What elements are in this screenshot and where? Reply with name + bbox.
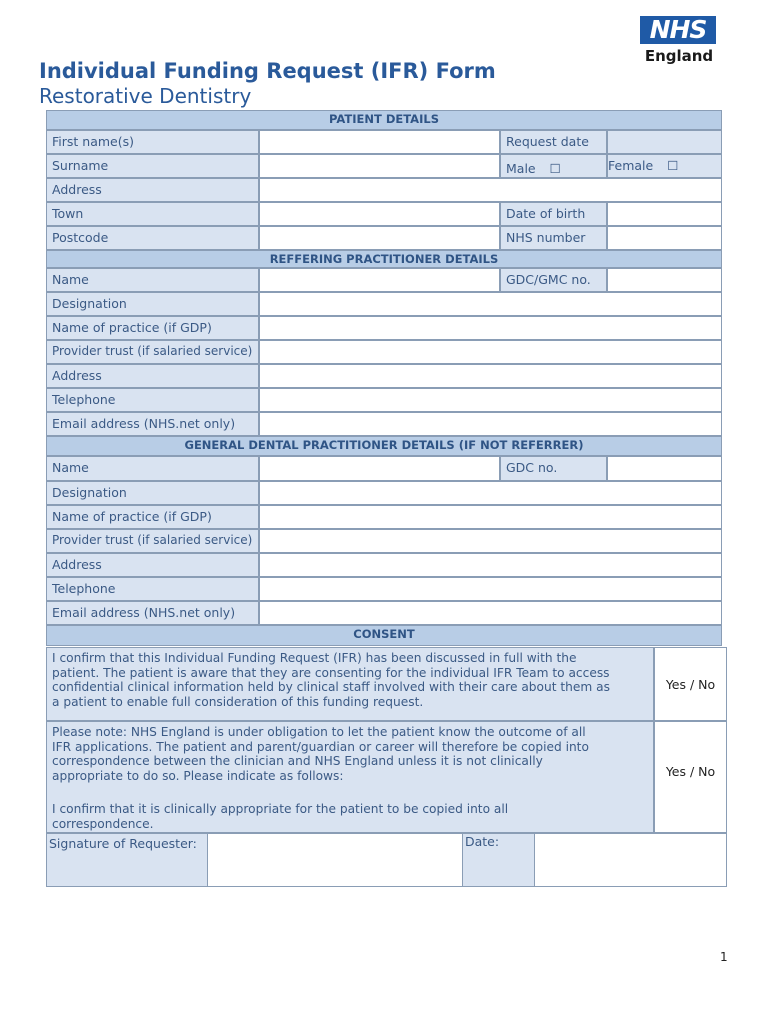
postcode-label: Postcode: [46, 226, 259, 250]
consent-3-line: I confirm that it is clinically appropriate for the patient to be copied into all: [52, 802, 509, 816]
consent-heading: CONSENT: [46, 625, 722, 646]
referrer-practice-input[interactable]: [259, 316, 722, 340]
date-label: Date:: [462, 833, 535, 887]
town-label: Town: [46, 202, 259, 226]
consent-2-line: Please note: NHS England is under obligation to let the patient know the outcome of all: [52, 725, 586, 739]
gdp-heading: GENERAL DENTAL PRACTITIONER DETAILS (IF NOT REFERRER): [46, 436, 722, 456]
patient-row-address: [46, 178, 722, 202]
dob-input[interactable]: [607, 202, 722, 226]
gdc-gmc-label: GDC/GMC no.: [500, 268, 607, 292]
patient-address-input[interactable]: [259, 178, 722, 202]
patient-row-town: [46, 202, 722, 226]
page-number: 1: [720, 950, 728, 964]
gdp-address-input[interactable]: [259, 553, 722, 577]
gdp-row-designation: [46, 481, 722, 505]
referrer-row-address: [46, 364, 722, 388]
consent-2-line: appropriate to do so. Please indicate as follows:: [52, 768, 344, 783]
male-label: Male: [506, 161, 536, 176]
form-title: Individual Funding Request (IFR) Form: [39, 59, 496, 83]
gdp-row-name: [46, 456, 722, 481]
surname-input[interactable]: [259, 154, 500, 178]
referrer-row-trust: [46, 340, 722, 364]
female-option[interactable]: [607, 154, 722, 178]
referrer-name-input[interactable]: [259, 268, 500, 292]
gdp-name-input[interactable]: [259, 456, 500, 481]
town-input[interactable]: [259, 202, 500, 226]
consent-1-line: a patient to enable full consideration of this funding request.: [52, 694, 424, 709]
gdp-designation-input[interactable]: [259, 481, 722, 505]
male-option[interactable]: [500, 154, 607, 178]
gdp-row-telephone: [46, 577, 722, 601]
referrer-email-input[interactable]: [259, 412, 722, 436]
surname-label: Surname: [46, 154, 259, 178]
dob-label: Date of birth: [500, 202, 607, 226]
gdp-address-label: Address: [46, 553, 259, 577]
form-grid: [46, 110, 722, 646]
request-date-label: Request date: [500, 130, 607, 154]
nhs-number-input[interactable]: [607, 226, 722, 250]
patient-address-label: Address: [46, 178, 259, 202]
consent-1-line: I confirm that this Individual Funding Request (IFR) has been discussed in full with the: [52, 651, 577, 665]
gdp-practice-input[interactable]: [259, 505, 722, 529]
referrer-email-label: Email address (NHS.net only): [46, 412, 259, 436]
signature-input[interactable]: [207, 833, 463, 887]
nhs-logo-sub: England: [644, 47, 714, 65]
postcode-input[interactable]: [259, 226, 500, 250]
referrer-row-email: [46, 412, 722, 436]
female-checkbox[interactable]: ☐: [667, 158, 679, 173]
gdp-practice-label: Name of practice (if GDP): [46, 505, 259, 529]
gdp-header-row: [46, 436, 722, 456]
signature-label: Signature of Requester:: [46, 833, 208, 887]
referrer-trust-input[interactable]: [259, 340, 722, 364]
referrer-practice-label: Name of practice (if GDP): [46, 316, 259, 340]
patient-details-heading: PATIENT DETAILS: [46, 110, 722, 130]
gdp-name-label: Name: [46, 456, 259, 481]
request-date-input[interactable]: [607, 130, 722, 154]
referrer-designation-label: Designation: [46, 292, 259, 316]
consent-1-line: confidential clinical information held by clinical staff involved with their care about them as: [52, 680, 610, 694]
gdp-row-trust: [46, 529, 722, 553]
referrer-row-practice: [46, 316, 722, 340]
patient-row-first-name: [46, 130, 722, 154]
gdp-designation-label: Designation: [46, 481, 259, 505]
referrer-telephone-input[interactable]: [259, 388, 722, 412]
referrer-row-telephone: [46, 388, 722, 412]
form-subtitle: Restorative Dentistry: [39, 84, 252, 108]
referrer-header-row: [46, 250, 722, 268]
gdc-gmc-input[interactable]: [607, 268, 722, 292]
referrer-designation-input[interactable]: [259, 292, 722, 316]
consent-header-row: [46, 625, 722, 646]
gdp-telephone-input[interactable]: [259, 577, 722, 601]
nhs-number-label: NHS number: [500, 226, 607, 250]
referrer-trust-label: Provider trust (if salaried service): [46, 340, 259, 364]
consent-yes-no-1[interactable]: Yes / No: [654, 647, 727, 721]
gdp-email-label: Email address (NHS.net only): [46, 601, 259, 625]
male-checkbox[interactable]: ☐: [549, 161, 561, 176]
consent-1-line: patient. The patient is aware that they are consenting for the individual IFR Team to access: [52, 665, 610, 680]
gdp-row-email: [46, 601, 722, 625]
referrer-address-label: Address: [46, 364, 259, 388]
referrer-row-name: [46, 268, 722, 292]
gdp-email-input[interactable]: [259, 601, 722, 625]
first-name-input[interactable]: [259, 130, 500, 154]
nhs-logo-box: NHS: [640, 16, 716, 44]
patient-header-row: [46, 110, 722, 130]
consent-yes-no-2[interactable]: Yes / No: [654, 721, 727, 833]
consent-2-line: correspondence between the clinician and NHS England unless it is not clinically: [52, 754, 543, 768]
gdp-row-address: [46, 553, 722, 577]
gdc-no-input[interactable]: [607, 456, 722, 481]
gdp-telephone-label: Telephone: [46, 577, 259, 601]
referrer-address-input[interactable]: [259, 364, 722, 388]
patient-row-surname: [46, 154, 722, 178]
referrer-row-designation: [46, 292, 722, 316]
consent-2-line: IFR applications. The patient and parent/guardian or career will therefore be copied into: [52, 739, 589, 754]
gdp-trust-input[interactable]: [259, 529, 722, 553]
gdp-row-practice: [46, 505, 722, 529]
referrer-heading: REFFERING PRACTITIONER DETAILS: [46, 250, 722, 268]
gdc-no-label: GDC no.: [500, 456, 607, 481]
female-label: Female: [608, 158, 654, 173]
referrer-telephone-label: Telephone: [46, 388, 259, 412]
gdp-trust-label: Provider trust (if salaried service): [46, 529, 259, 553]
consent-3-line: correspondence.: [52, 816, 154, 831]
consent-statement-1: [46, 647, 654, 721]
date-input[interactable]: [534, 833, 727, 887]
consent-statement-2: [46, 721, 654, 833]
patient-row-postcode: [46, 226, 722, 250]
referrer-name-label: Name: [46, 268, 259, 292]
nhs-logo: [640, 16, 718, 65]
first-name-label: First name(s): [46, 130, 259, 154]
